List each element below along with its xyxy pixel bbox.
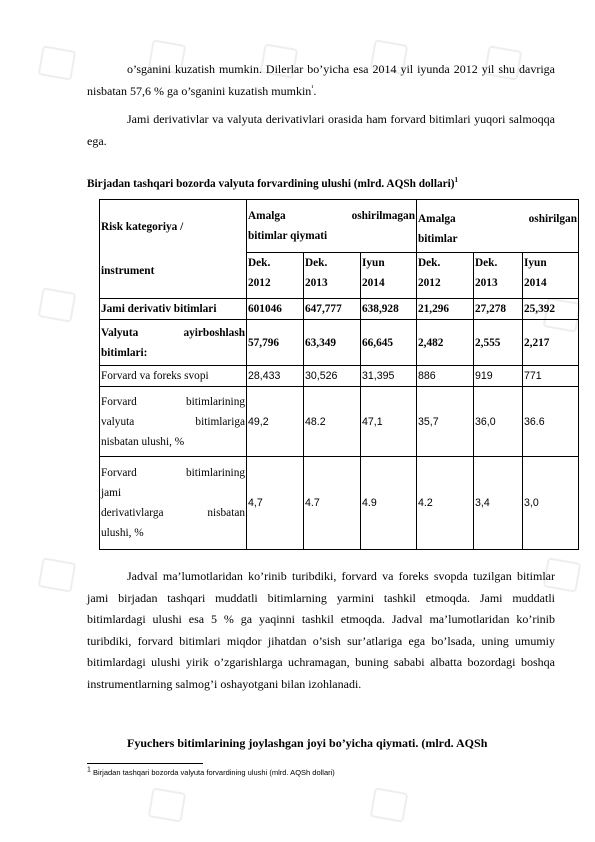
period-header: [474, 253, 523, 299]
watermark-mark: [38, 45, 77, 80]
watermark-mark: [148, 787, 187, 822]
table-cell: 31,395: [361, 366, 417, 387]
table-cell: 4,7: [247, 457, 304, 550]
watermark-mark: [38, 287, 77, 322]
period-year: 2013: [305, 277, 328, 289]
group1-word-c: bitimlar qiymati: [248, 230, 328, 242]
intro-paragraph-2: [87, 109, 555, 152]
period-year: 2014: [362, 277, 385, 289]
table-cell: 35,7: [417, 387, 474, 457]
analysis-text: Jadval ma’lumotlaridan ko’rinib turibdiki, forvard va foreks svopda tuzilgan bitimlar jami birjadan tashqari muddatli bitimlarning yarmini tashkil etmoqda. Jami muddatli bitimlardagi ulushi esa 5 % ga yaqinni tashkil etmoqda. Jadval ma’lumotlaridan ko’rinib turibdiki, forvard bitimlari miqdor jihatdan o’sish sur’atlariga ega bo’lsada, uning umumiy bitimlardagi ulushi yirik o’zgarishlarga uchramagan, buning sababi albatta bozordagi boshqa instrumentlarning salmog’i oshayotgani bilan izohlanadi.: [87, 569, 555, 691]
period-year: 2013: [475, 277, 498, 289]
row-label-word: Forvard: [101, 467, 137, 479]
row-label: Forvard va foreks svopi: [100, 366, 247, 387]
period-header: [247, 253, 304, 299]
table-cell: 27,278: [474, 299, 523, 320]
risk-header-line-2: instrument: [101, 265, 155, 277]
footnote-ref: ¹: [311, 83, 314, 92]
group2-word-c: bitimlar: [418, 233, 458, 245]
table-cell: 47,1: [361, 387, 417, 457]
period-month: Dek.: [418, 257, 441, 269]
executed-deals-header: [417, 200, 579, 253]
table-row: [100, 320, 579, 366]
row-label-word: bitimlarining: [186, 467, 245, 479]
next-section-heading: Fyuchers bitimlarining joylashgan joyi bo’yicha qiymati. (mlrd. AQSh: [127, 736, 488, 750]
group1-word-a: Amalga: [248, 210, 286, 222]
row-label-word: derivativlarga: [101, 507, 164, 519]
table-title: [87, 178, 557, 190]
row-label-word: jami: [101, 487, 122, 499]
table-cell: 36,0: [474, 387, 523, 457]
table-cell: 25,392: [523, 299, 579, 320]
row-label-word: Forvard: [101, 395, 137, 408]
row-label-word: nisbatan ulushi, %: [101, 435, 185, 448]
table-cell: 63,349: [304, 320, 361, 366]
table-cell: 30,526: [304, 366, 361, 387]
table-cell: 601046: [247, 299, 304, 320]
table-cell: 48.2: [304, 387, 361, 457]
table-row: [100, 299, 579, 320]
table-row: [100, 387, 579, 457]
intro-paragraph-1: [87, 59, 555, 102]
intro-text-1-end: .: [313, 83, 317, 98]
intro-text-1: o’sganini kuzatish mumkin. Dilerlar bo’yicha esa 2014 yil iyunda 2012 yil shu davriga nisbatan 57,6 % ga o’sganini kuzatish mumkin: [87, 62, 555, 98]
not-executed-deals-header: [247, 200, 417, 253]
period-year: 2014: [524, 277, 547, 289]
table-cell: 2,555: [474, 320, 523, 366]
table-cell: 771: [523, 366, 579, 387]
period-month: Dek.: [248, 257, 271, 269]
period-header: [304, 253, 361, 299]
row-label-word: bitimlariga: [195, 415, 245, 428]
forward-share-table: [99, 199, 579, 550]
table-title-text: Birjadan tashqari bozorda valyuta forvardining ulushi (mlrd. AQSh dollari): [87, 178, 455, 190]
row-label: [100, 320, 247, 366]
table-cell: 2,482: [417, 320, 474, 366]
table-cell: 57,796: [247, 320, 304, 366]
group2-word-a: Amalga: [418, 213, 456, 225]
row-label: [100, 387, 247, 457]
row-label: Jami derivativ bitimlari: [100, 299, 247, 320]
table-cell: 3,0: [523, 457, 579, 550]
row-label-word: ayirboshlash: [183, 326, 245, 339]
period-year: 2012: [248, 277, 271, 289]
row-label-word: bitimlarining: [186, 395, 245, 408]
table-cell: 919: [474, 366, 523, 387]
row-label-word: nisbatan: [207, 507, 245, 519]
table-cell: 4.9: [361, 457, 417, 550]
period-month: Iyun: [524, 257, 547, 269]
table-row: [100, 457, 579, 550]
group2-word-b: oshirilgan: [528, 213, 577, 225]
table-cell: 3,4: [474, 457, 523, 550]
footnote-divider: [87, 763, 203, 764]
row-label-word: ulushi, %: [101, 527, 144, 539]
table-cell: 886: [417, 366, 474, 387]
analysis-paragraph: [87, 566, 555, 695]
watermark-mark: [370, 787, 409, 822]
table-cell: 21,296: [417, 299, 474, 320]
footnote-mark: 1: [87, 766, 91, 774]
row-label-word: bitimlari:: [101, 346, 148, 359]
period-month: Dek.: [475, 257, 498, 269]
period-header: [523, 253, 579, 299]
table-row: [100, 366, 579, 387]
table-cell: 66,645: [361, 320, 417, 366]
table-cell: 49,2: [247, 387, 304, 457]
table-cell: 4.7: [304, 457, 361, 550]
row-label: [100, 457, 247, 550]
table-cell: 4.2: [417, 457, 474, 550]
footnote: [87, 768, 335, 777]
period-year: 2012: [418, 277, 441, 289]
period-header: [417, 253, 474, 299]
table-title-footnote-ref: 1: [454, 176, 459, 185]
watermark-mark: [38, 557, 77, 592]
intro-text-2: Jami derivativlar va valyuta derivativlari orasida ham forvard bitimlari yuqori salmoqqa ega.: [87, 112, 555, 148]
period-header: [361, 253, 417, 299]
group1-word-b: oshirilmagan: [351, 210, 415, 222]
row-label-word: valyuta: [101, 415, 135, 428]
row-label-word: Valyuta: [101, 326, 139, 339]
risk-category-header: [100, 200, 247, 299]
table-cell: 638,928: [361, 299, 417, 320]
table-cell: 2,217: [523, 320, 579, 366]
table-cell: 647,777: [304, 299, 361, 320]
footnote-text: Birjadan tashqari bozorda valyuta forvardining ulushi (mlrd. AQSh dollari): [93, 768, 335, 777]
period-month: Iyun: [362, 257, 385, 269]
period-month: Dek.: [305, 257, 328, 269]
table-cell: 28,433: [247, 366, 304, 387]
table-header-row-1: [100, 200, 579, 253]
table-cell: 36.6: [523, 387, 579, 457]
risk-header-line-1: Risk kategoriya /: [101, 221, 184, 233]
